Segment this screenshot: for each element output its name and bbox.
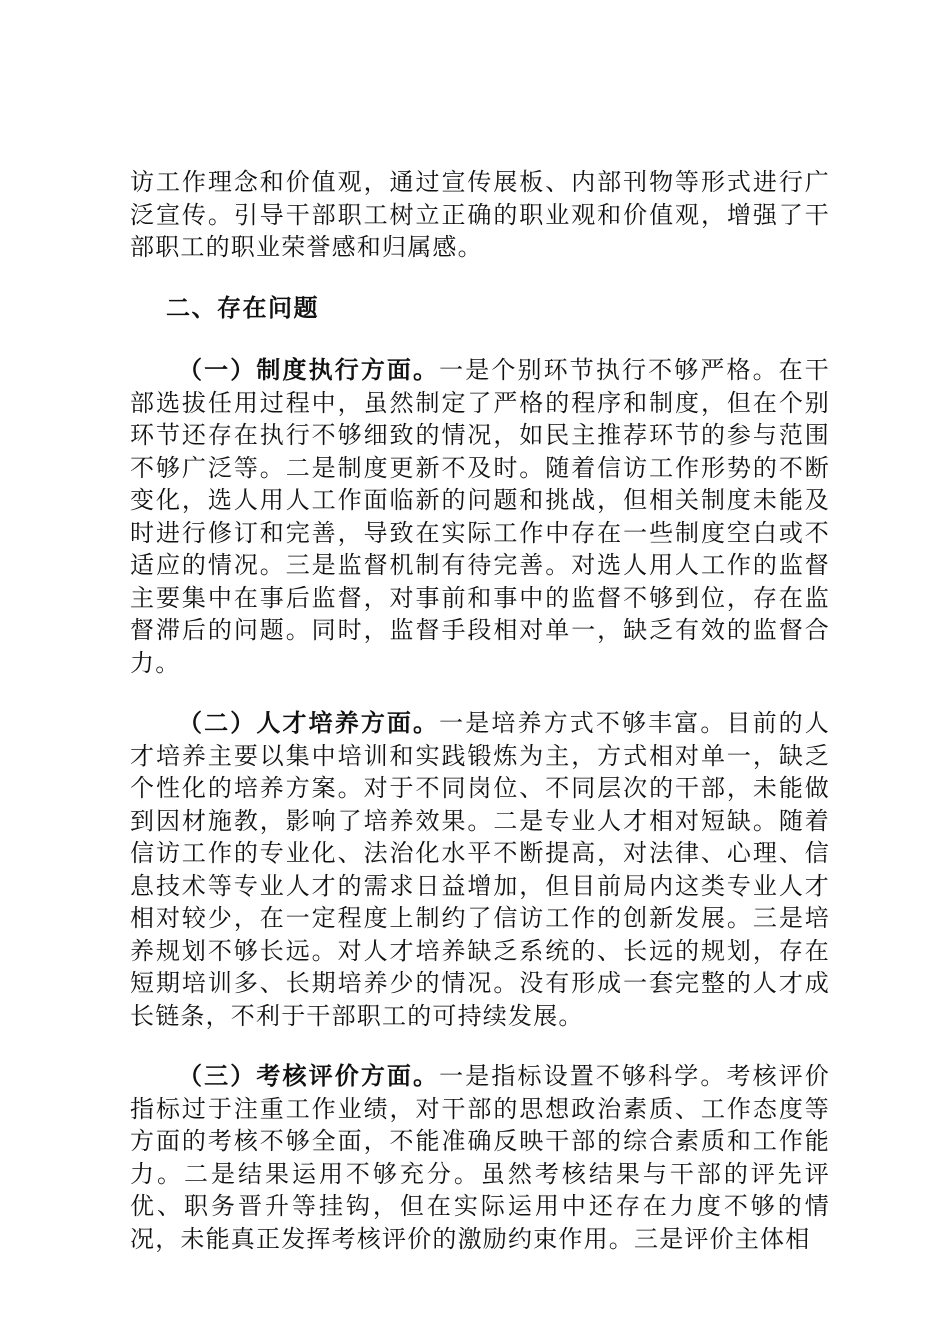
section-lead-talent: （二）人才培养方面。 — [178, 709, 440, 737]
document-page — [130, 166, 830, 1283]
section-text-institution: 一是个别环节执行不够严格。在干部选拔任用过程中，虽然制定了严格的程序和制度，但在个别环节还存在执行不够细致的情况，如民主推荐环节的参与范围不够广泛等。二是制度更新不及时。随着信访工作形势的不断变化，选人用人工作面临新的问题和挑战，但相关制度未能及时进行修订和完善，导致在实际工作中存在一些制度空白或不适应的情况。三是监督机制有待完善。对选人用人工作的监督主要集中在事后监督，对事前和事中的监督不够到位，存在监督滞后的问题。同时，监督手段相对单一，缺乏有效的监督合力。 — [130, 356, 831, 677]
section-lead-institution: （一）制度执行方面。 — [178, 356, 440, 384]
section-heading: 二、存在问题 — [166, 293, 319, 322]
section-lead-evaluation: （三）考核评价方面。 — [178, 1062, 440, 1090]
section-text-evaluation: 一是指标设置不够科学。考核评价指标过于注重工作业绩，对干部的思想政治素质、工作态度等方面的考核不够全面，不能准确反映干部的综合素质和工作能力。二是结果运用不够充分。虽然考核结果与干部的评先评优、职务晋升等挂钩，但在实际运用中还存在力度不够的情况，未能真正发挥考核评价的激励约束作用。三是评价主体相 — [130, 1062, 831, 1253]
intro-paragraph: 访工作理念和价值观，通过宣传展板、内部刊物等形式进行广泛宣传。引导干部职工树立正确的职业观和价值观，增强了干部职工的职业荣誉感和归属感。 — [130, 168, 830, 261]
section-paragraph-evaluation — [130, 1060, 830, 1255]
section-paragraph-talent — [130, 707, 830, 1032]
section-text-talent: 一是培养方式不够丰富。目前的人才培养主要以集中培训和实践锻炼为主，方式相对单一，缺乏个性化的培养方案。对于不同岗位、不同层次的干部，未能做到因材施教，影响了培养效果。二是专业人才相对短缺。随着信访工作的专业化、法治化水平不断提高，对法律、心理、信息技术等专业人才的需求日益增加，但目前局内这类专业人才相对较少，在一定程度上制约了信访工作的创新发展。三是培养规划不够长远。对人才培养缺乏系统的、长远的规划，存在短期培训多、长期培养少的情况。没有形成一套完整的人才成长链条，不利于干部职工的可持续发展。 — [130, 709, 831, 1030]
section-paragraph-institution — [130, 354, 830, 679]
